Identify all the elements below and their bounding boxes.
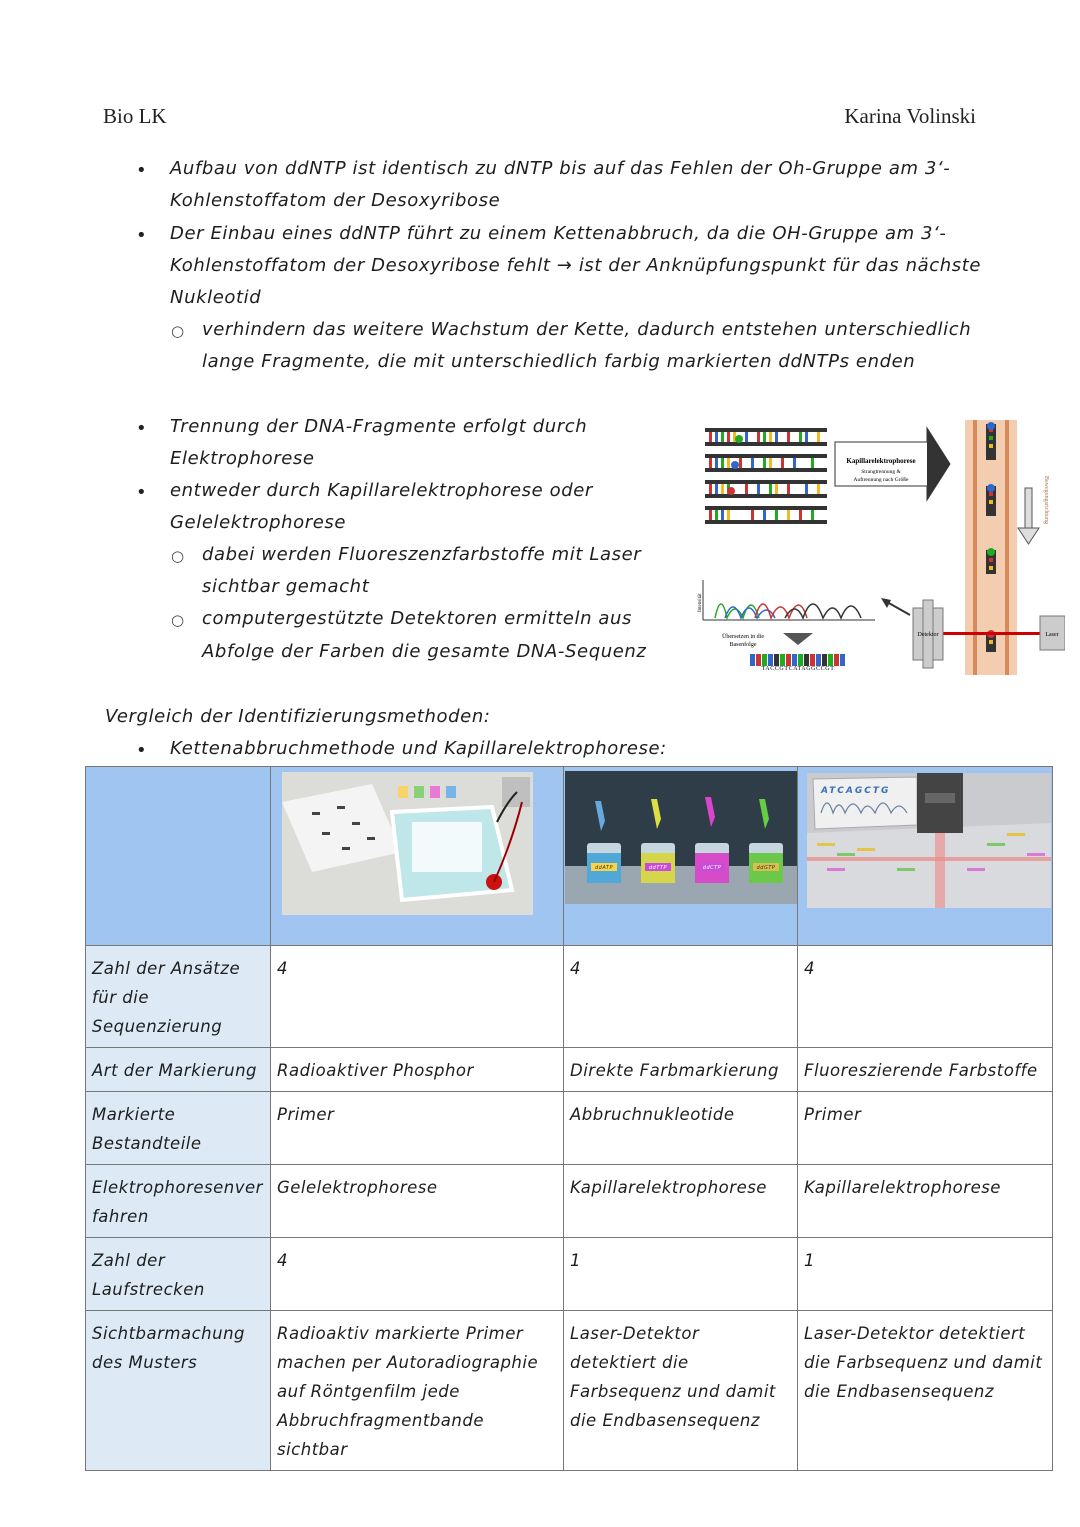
text-line: lange Fragmente, die mit unterschiedlich farbig markierten ddNTPs enden (202, 351, 916, 372)
row-label: Sichtbarmachung des Musters (86, 1311, 271, 1471)
svg-text:ddATP: ddATP (595, 865, 613, 871)
ddntp-beakers-photo (565, 771, 797, 904)
svg-text:Bewegungsrichtung: Bewegungsrichtung (1043, 476, 1049, 524)
section-bullet: Kettenabbruchmethode und Kapillarelektrophorese: (170, 738, 667, 759)
svg-text:Strangtrennung &: Strangtrennung & (861, 469, 901, 475)
svg-text:TACCGTCATAGGCCGT: TACCGTCATAGGCCGT (761, 666, 835, 672)
table-row (86, 1048, 1053, 1092)
section-title: Vergleich der Identifizierungsmethoden: (105, 706, 491, 727)
table-cell: Fluoreszierende Farbstoffe (798, 1048, 1053, 1092)
table-cell: 4 (271, 946, 564, 1048)
row-label: Art der Markierung (86, 1048, 271, 1092)
table-cell: Radioaktiver Phosphor (271, 1048, 564, 1092)
text-line: Aufbau von ddNTP ist identisch zu dNTP bis auf das Fehlen der Oh-Gruppe am 3‘- (170, 158, 951, 179)
capillary-tube-icon (965, 420, 1017, 675)
dna-fragments-icon (705, 428, 827, 524)
sub-bullet-circle: ○ (171, 322, 185, 340)
bullet-dot: • (136, 418, 147, 439)
table-cell: Direkte Farbmarkierung (564, 1048, 798, 1092)
text-line: computergestützte Detektoren ermitteln aus (202, 608, 633, 629)
header-course: Bio LK (103, 104, 167, 128)
svg-text:Kapillarelektrophorese: Kapillarelektrophorese (846, 457, 916, 465)
table-row (86, 1092, 1053, 1165)
table-cell: Laser-Detektor detektiert die Farbsequenz und damit die Endbasensequenz (564, 1311, 798, 1471)
photo-cell-laser (798, 767, 1053, 946)
text-line: Trennung der DNA-Fragmente erfolgt durch (170, 416, 588, 437)
gel-electrophoresis-photo (282, 772, 533, 915)
table-image-row (86, 767, 1053, 946)
table-row (86, 1311, 1053, 1471)
svg-text:ddTTP: ddTTP (649, 865, 667, 871)
text-line: Der Einbau eines ddNTP führt zu einem Kettenabbruch, da die OH-Gruppe am 3‘- (170, 223, 947, 244)
row-label: Markierte Bestandteile (86, 1092, 271, 1165)
row-label: Zahl der Ansätze für die Sequenzierung (86, 946, 271, 1048)
capillary-electrophoresis-figure (695, 420, 1065, 682)
photo-cell-beakers (564, 767, 798, 946)
table-cell: Kapillarelektrophorese (798, 1165, 1053, 1238)
table-row (86, 1165, 1053, 1238)
header-author: Karina Volinski (844, 104, 976, 128)
svg-text:Basenfolge: Basenfolge (729, 642, 757, 648)
table-row (86, 946, 1053, 1048)
text-line: Kohlenstoffatom der Desoxyribose fehlt → ist der Anknüpfungspunkt für das nächste (170, 255, 982, 276)
table-cell: 1 (564, 1238, 798, 1311)
comparison-table (85, 766, 1053, 1471)
svg-text:Übersetzen in die: Übersetzen in die (722, 634, 764, 640)
svg-text:Detektor: Detektor (917, 632, 939, 638)
svg-text:Intensität: Intensität (698, 593, 703, 612)
text-line: Abfolge der Farben die gesamte DNA-Sequenz (202, 641, 647, 662)
table-cell: Radioaktiv markierte Primer machen per Autoradiographie auf Röntgenfilm jede Abbruchfragmentbande sichtbar (271, 1311, 564, 1471)
svg-text:Laser: Laser (1045, 632, 1059, 638)
text-line: verhindern das weitere Wachstum der Kette, dadurch entstehen unterschiedlich (202, 319, 972, 340)
bullet-dot: • (136, 740, 147, 761)
table-cell: 4 (271, 1238, 564, 1311)
table-cell: 4 (564, 946, 798, 1048)
table-cell: Primer (798, 1092, 1053, 1165)
table-cell: 1 (798, 1238, 1053, 1311)
table-cell: Primer (271, 1092, 564, 1165)
table-cell: Gelelektrophorese (271, 1165, 564, 1238)
chromatogram-chart (698, 580, 875, 672)
svg-text:Auftrennung nach Größe: Auftrennung nach Größe (853, 477, 909, 483)
movement-direction-arrow-icon (1018, 476, 1049, 544)
text-line: Kohlenstoffatom der Desoxyribose (170, 190, 501, 211)
table-row (86, 1238, 1053, 1311)
empty-header-cell (86, 767, 271, 946)
svg-text:ddCTP: ddCTP (702, 865, 722, 871)
row-label: Zahl der Laufstrecken (86, 1238, 271, 1311)
text-line: Nukleotid (170, 287, 262, 308)
bullet-dot: • (136, 482, 147, 503)
table-cell: Abbruchnukleotide (564, 1092, 798, 1165)
svg-text:ddGTP: ddGTP (756, 865, 776, 871)
row-label: Elektrophoresenverfahren (86, 1165, 271, 1238)
text-line: dabei werden Fluoreszenzfarbstoffe mit Laser (202, 544, 642, 565)
laser-detection-photo (807, 773, 1051, 908)
sub-bullet-circle: ○ (171, 547, 185, 565)
bullet-dot: • (136, 225, 147, 246)
table-cell: 4 (798, 946, 1053, 1048)
text-line: entweder durch Kapillarelektrophorese oder (170, 480, 593, 501)
process-arrow-icon (835, 428, 950, 500)
table-cell: Laser-Detektor detektiert die Farbsequenz und damit die Endbasensequenz (798, 1311, 1053, 1471)
sub-bullet-circle: ○ (171, 611, 185, 629)
bullet-dot: • (136, 160, 147, 181)
text-line: Elektrophorese (170, 448, 315, 469)
photo-cell-gel (271, 767, 564, 946)
text-line: sichtbar gemacht (202, 576, 370, 597)
svg-text:ATCAGCTG: ATCAGCTG (821, 786, 891, 796)
text-line: Gelelektrophorese (170, 512, 347, 533)
table-cell: Kapillarelektrophorese (564, 1165, 798, 1238)
